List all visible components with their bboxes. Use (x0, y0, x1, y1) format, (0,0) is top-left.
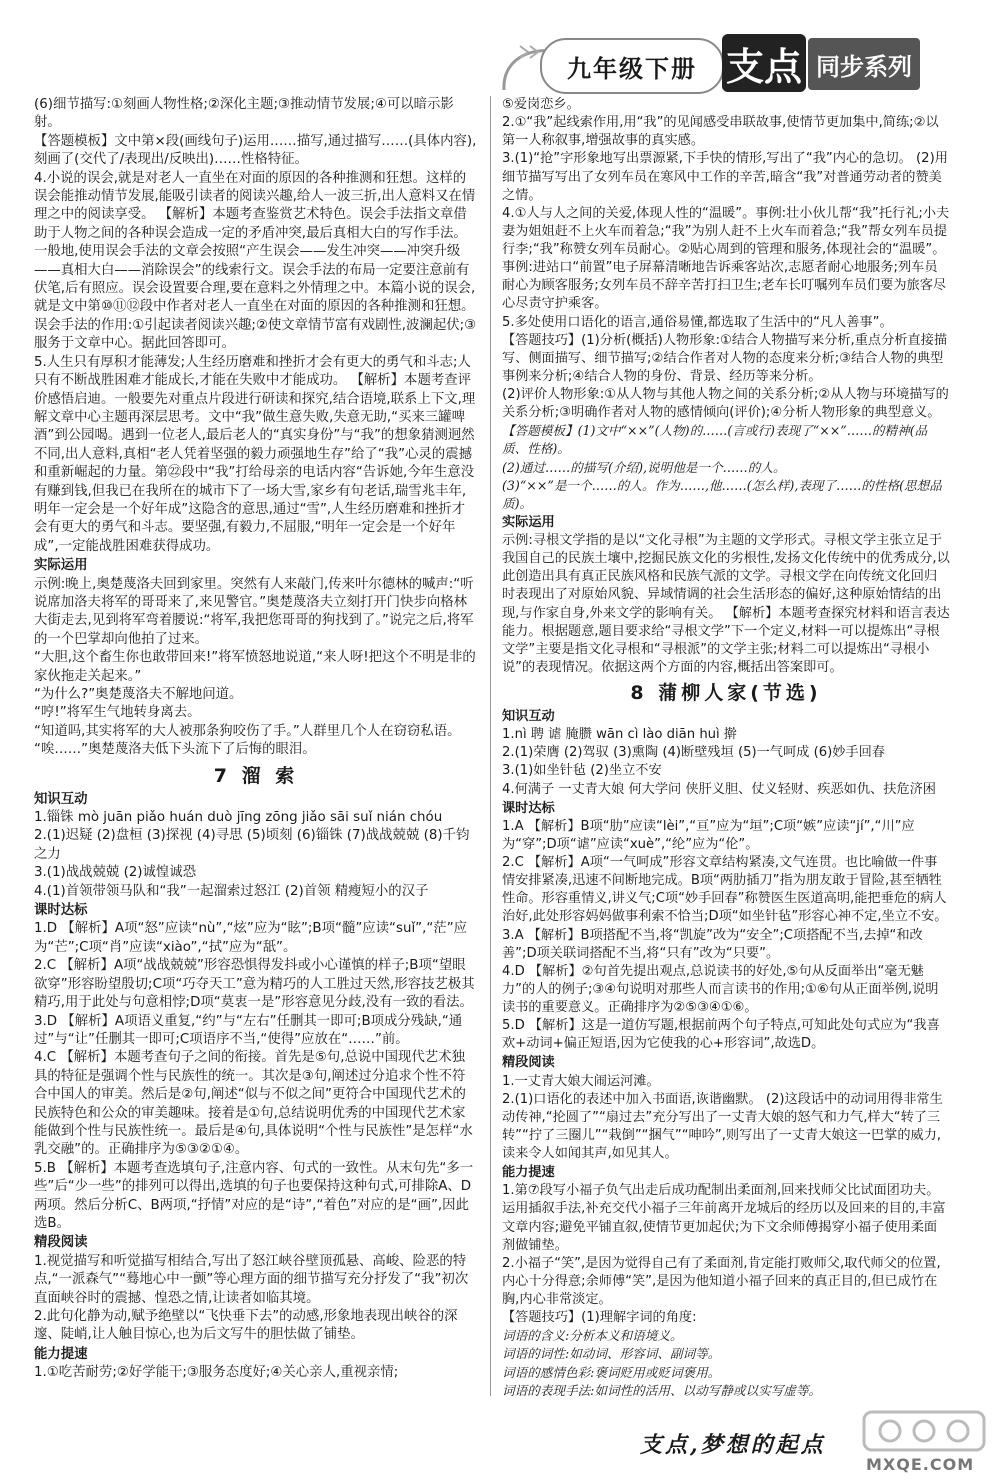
answer-paragraph: ⑤爱岗恋乡。 (502, 97, 580, 112)
answer-paragraph: (2)评价人物形象:①从人物与其他人物之间的关系分析;②从人物与环境描写的关系分析;③明确作者对人物的感情倾向(评价);④分析人物形象的典型意义。 (502, 387, 949, 421)
answer-paragraph: “唉……”奥楚蔑洛夫低下头流下了后悔的眼泪。 (34, 742, 316, 758)
answer-paragraph: 2.(1)口语化的表述中加入书面语,诙谐幽默。 (2)这段话中的动词用得非常生动传神,“抡圆了”“扇过去”充分写出了一丈青大娘的怒气和力气,样大“转了三转”“拧了三圈儿”“栽倒”“捆气”“呻吟”,则写出了一丈青大娘这一巴掌的威力,读来令人如闻其声,如见其人。 (502, 1091, 943, 1161)
answer-paragraph: 1.A 【解析】B项“肋”应读“lèi”,“亘”应为“垣”;C项“嫉”应读“jí”,“川”应为“穿”;D项“谑”应读“xuè”,“纶”应为“伦”。 (502, 818, 915, 852)
answer-paragraph: (3)“××”是一个……的人。作为……,他……(怎么样),表现了……的性格(思想品质)。 (502, 477, 942, 511)
answer-paragraph: 4.C 【解析】本题考查句子之间的衔接。首先是⑤句,总说中国现代艺术独具的特征是强调个性与民族性的统一。其次是③句,阐述过分追求个性不符合中国人的审美。然后是②句,阐述“似与不似之间”更符合中国现代艺术的民族特色和公众的审美趣味。接着是①句,总结说明优秀的中国现代艺术家能做到个性与民族性统一。最后是④句,具体说明“个性与民族性”是怎样“水乳交融”的。正确排序为⑤③②①④。 (34, 1050, 473, 1158)
answer-paragraph: 3.(1)战战兢兢 (2)诚惶诚恐 (34, 865, 197, 881)
answer-paragraph: 1.一丈青大娘大闹运河滩。 (502, 1073, 660, 1089)
answer-paragraph: 词语的表现手法:如词性的活用、以动写静或以实写虚等。 (502, 1382, 822, 1398)
section-heading: 课时达标 (34, 903, 88, 919)
answer-paragraph: 1.视觉描写和听觉描写相结合,写出了怒江峡谷壁顶孤悬、高峻、险恶的特点,“一派森气”“蓦地心中一颤”等心理方面的细节描写充分抒发了“我”初次直面峡谷时的震撼、惶恐之情,让读者如临其境。 (34, 1253, 469, 1306)
answer-paragraph: 5.人生只有厚积才能薄发;人生经历磨难和挫折才会有更大的勇气和斗志;人只有不断战胜困难才能成长,才能在失败中才能成功。 【解析】本题考查评价感悟启迪。一般要先对重点片段进行研读和探究,结合语境,联系上下文,理解文章中心主题再深层思考。文中“我”做生意失败,失意无助,“买来三罐啤酒”到公园喝。遇到一位老人,最后老人的“真实身份”与“我”的想象猜测迥然不同,出人意料,真相“老人凭着坚强的毅力顽强地生存”给了“我”心灵的震撼和重新崛起的力量。第㉒段中“我”打给母亲的电话内容“告诉她,今年生意没有赚到钱,但我已在我所在的城市下了一场大雪,家乡有句老话,瑞雪兆丰年,明年一定会是一个好年成”这隐含的意思,通过“雪”,人生经历磨难和挫折才会有更大的勇气和斗志。要坚强,有毅力,不屈服,“明年一定会是一个好年成”,一定能战胜困难获得成功。 (34, 354, 476, 554)
section-heading: 能力提速 (34, 1346, 88, 1362)
answer-paragraph: 2.此句化静为动,赋予绝壁以“飞快垂下去”的动感,形象地表现出峡谷的深邃、陡峭,让人触目惊心,也为后文写牛的胆怯做了铺垫。 (34, 1309, 458, 1343)
chapter-title: 7 溜 索 (213, 764, 299, 787)
answer-paragraph: “为什么?”奥楚蔑洛夫不解地问道。 (34, 687, 243, 702)
answer-paragraph: 1.D 【解析】A项“怒”应读“nù”,“炫”应为“眩”;B项“髓”应读“suǐ”,“茫”应为“芒”;C项“肖”应读“xiào”,“拭”应为“舐”。 (34, 921, 468, 955)
answer-paragraph: 2.C 【解析】A项“战战兢兢”形容恐惧得发抖或小心谨慎的样子;B项“望眼欲穿”形容盼望殷切;C项“巧夺天工”意为精巧的人工胜过天然,形容技艺极其精巧,用于此处与句意相悖;D项“莫衷一是”形容意见分歧,没有一致的看法。 (34, 958, 475, 1011)
answer-paragraph: “哼!”将军生气地转身离去。 (34, 705, 201, 721)
answer-paragraph: 4.(1)首领带领马队和“我”一起溜索过怒江 (2)首领 精瘦短小的汉子 (34, 883, 429, 899)
answer-paragraph: 4.小说的误会,就是对老人一直坐在对面的原因的各种推测和狂想。这样的误会能推动情节发展,能吸引读者的阅读兴趣,给人一波三折,出人意料又在情理之中的阅读享受。 【解析】本题考查鉴赏艺术特色。误会手法指文章借助于人物之间的各种误会造成一定的矛盾冲突,最后真相大白的写作手法。一般地,使用误会手法的文章会按照“产生误会——发生冲突——冲突升级——真相大白——消除误会”的线索行文。误会手法的布局一定要注意前有伏笔,后有照应。误会设置要合理,要在意料之外情理之中。本篇小说的误会,就是文中第⑩⑪⑫段中作者对老人一直坐在对面的原因的各种推测和狂想。误会手法的作用:①引起读者阅读兴趣;②使文章情节富有戏剧性,波澜起伏;③服务于文章中心。据此回答即可。 (34, 170, 477, 352)
section-heading: 精段阅读 (502, 1055, 555, 1071)
answer-paragraph: 4.①人与人之间的关爱,体现人性的“温暖”。事例:壮小伙儿帮“我”托行礼;小夫妻为姐姐赶不上火车而着急;“我”为别人赶不上火车而着急;“我”帮女列车员提行李;“我”称赞女列车员耐心。②贴心周到的管理和服务,体现社会的“温暖”。事例:进站口“前置”电子屏幕清晰地告诉乘客站次,志愿者耐心地服务;列车员耐心为顾客服务;女列车员不辞辛苦打扫卫生;老车长叮嘱列车员们要为旅客尽心尽责守护乘客。 (502, 205, 950, 312)
watermark-badge-icon (860, 1408, 990, 1454)
right-column (502, 96, 950, 1400)
grade-label: 九年级下册 (540, 38, 724, 94)
answer-paragraph: 2.小福子“笑”,是因为觉得自己有了柔面剂,肯定能打败师父,取代师父的位置,内心十分得意;余师傅“笑”,是因为他知道小福子回来的真正目的,但已成竹在胸,内心非常淡定。 (502, 1255, 941, 1307)
answer-paragraph: 2.①“我”起线索作用,用“我”的见闻感受串联故事,使情节更加集中,简练;②以第一人称叙事,增强故事的真实感。 (502, 115, 939, 149)
answer-paragraph: 1.nì 聘 谑 腌臜 wān cì lào diān huì 擀 (502, 727, 738, 743)
brand-logo: 支点 (722, 34, 806, 92)
answer-paragraph: (2)通过……的描写(介绍),说明他是一个……的人。 (502, 459, 786, 475)
answer-paragraph: 1.第⑦段写小福子负气出走后成功配制出柔面剂,回来找师父比试面团功夫。运用插叙手法,补充交代小福子三年前离开龙城后的经历以及回来的目的,丰富文章内容;避免平铺直叙,使情节更加起伏;为下文余师傅揭穿小福子使用柔面剂做铺垫。 (502, 1183, 946, 1253)
column-divider (490, 96, 491, 1396)
answer-paragraph: 3.D 【解析】A项语义重复,“约”与“左右”任删其一即可;B项成分残缺,“通过”与“让”任删其一即可;C项语序不当,“使得”应放在“……”前。 (34, 1013, 463, 1047)
answer-paragraph: 3.(1)如坐针毡 (2)坐立不安 (502, 763, 662, 779)
answer-paragraph: 2.C 【解析】A项“一气呵成”形容文章结构紧凑,文气连贯。也比喻做一件事情安排紧凑,迅速不间断地完成。B项“两肋插刀”指为朋友敢于冒险,甚至牺牲性命。形容重情义,讲义气;C项“妙手回春”称赞医生医道高明,能把垂危的病人治好,此处形容妈妈做事利索不恰当;D项“如坐针毡”形容心神不定,坐立不安。 (502, 855, 948, 925)
section-heading: 实际运用 (502, 514, 555, 530)
answer-paragraph: 【答题模板】文中第×段(画线句子)运用……描写,通过描写……(具体内容),刻画了(交代了/表现出/反映出)……性格特征。 (34, 133, 477, 168)
section-heading: 精段阅读 (34, 1235, 88, 1251)
answer-paragraph: 示例:晚上,奥楚蔑洛夫回到家里。突然有人来敲门,传来叶尔德林的喊声:“听说席加洛夫将军的哥哥来了,来见警官。”奥楚蔑洛夫立刻打开门快步向格林大街走去,见到将军弯着腰说:“将军,我把您哥哥的狗找到了。”说完之后,将军的一个巴掌却向他拍了过来。 (34, 576, 474, 647)
answer-paragraph: 词语的含义:分析本义和语境义。 (502, 1328, 683, 1344)
answer-paragraph: 5.D 【解析】这是一道仿写题,根据前两个句子特点,可知此处句式应为“我喜欢+动词+偏正短语,因为它使我的心+形容词”,故选D。 (502, 1018, 940, 1052)
answer-paragraph: 词语的感情色彩:褒词贬用或贬词褒用。 (502, 1364, 721, 1380)
answer-paragraph: 【答题技巧】(1)分析(概括)人物形象:①结合人物描写来分析,重点分析直接描写、侧面描写、细节描写;②结合作者对人物的态度来分析;③结合人物的典型事例来分析;④结合人物的身份、背景、经历等来分析。 (502, 332, 948, 384)
answer-paragraph: 4.D 【解析】②句首先提出观点,总说读书的好处,⑤句从反面举出“毫无魅力”的人的例子;③④句说明对那些人而言读书的作用;①⑥句从正面举例,说明读书的重要意义。正确排序为②⑤③④①⑥。 (502, 963, 939, 1015)
answer-paragraph: 【答题技巧】(1)理解字词的角度: (502, 1310, 697, 1326)
series-label: 同步系列 (808, 38, 920, 90)
answer-paragraph: “知道吗,其实将军的大人被那条狗咬伤了手。”人群里几个人在窃窃私语。 (34, 723, 461, 739)
answer-paragraph: 4.何满子 一丈青大娘 何大学问 侠肝义胆、仗义轻财、疾恶如仇、扶危济困 (502, 781, 936, 797)
left-column (34, 96, 478, 1383)
section-heading: 实际运用 (34, 558, 88, 574)
answer-paragraph: 词语的词性:如动词、形容词、副词等。 (502, 1346, 721, 1362)
answer-paragraph: 3.(1)“抢”字形象地写出票源紧,下手快的情形,写出了“我”内心的急切。 (2)用细节描写写出了女列车员在寒风中工作的辛苦,暗含“我”对普通劳动者的赞美之情。 (502, 151, 948, 203)
answer-paragraph: 3.A 【解析】B项搭配不当,将“凯旋”改为“安全”;C项搭配不当,去掉“和改善”;D项关联词搭配不当,将“只有”改为“只要”。 (502, 927, 923, 961)
answer-paragraph: (6)细节描写:①刻画人物性格;②深化主题;③推动情节发展;④可以暗示影射。 (34, 97, 454, 131)
watermark-text: MXQE.COM (866, 1455, 975, 1474)
answer-paragraph: 2.(1)迟疑 (2)盘桓 (3)探视 (4)寻思 (5)顷刻 (6)锱铢 (7)战战兢兢 (8)千钧之力 (34, 828, 470, 862)
section-heading: 知识互动 (34, 791, 88, 807)
footer-slogan: 支点,梦想的起点 (640, 1432, 826, 1458)
answer-paragraph: 5.B 【解析】本题考查选填句子,注意内容、句式的一致性。从末句先“多一些”后“少一些”的排列可以得出,选填的句子也要保持这种句式,可排除A、D两项。然后分析C、B两项,“抒情”对应的是“诗”,“着色”对应的是“画”,因此选B。 (34, 1160, 474, 1231)
chapter-title: 8 蒲柳人家(节选) (630, 682, 822, 704)
answer-paragraph: 2.(1)荣膺 (2)驾驭 (3)熏陶 (4)断壁残垣 (5)一气呵成 (6)妙手回春 (502, 745, 885, 761)
answer-paragraph: “大胆,这个畜生你也敢带回来!”将军愤怒地说道,“来人呀!把这个不明是非的家伙拖走关起来。” (34, 650, 476, 684)
page-header (0, 0, 1000, 100)
section-heading: 课时达标 (502, 800, 555, 816)
answer-paragraph: 1.①吃苦耐劳;②好学能干;③服务态度好;④关心亲人,重视亲情; (34, 1365, 399, 1381)
answer-paragraph: 【答题模板】(1)文中“××”(人物)的……(言或行)表现了“××”……的精神(品质、性格)。 (502, 423, 928, 457)
answer-paragraph: 示例:寻根文学指的是以“文化寻根”为主题的文学形式。寻根文学主张立足于我国自己的民族土壤中,挖掘民族文化的劣根性,发扬文化传统中的优秀成分,以此创造出具有真正民族风格和民族气派的文学。寻根文学在向传统文化回归时表现出了对原始风貌、异域情调的社会生活形态的偏好,这种原始情结的出现,与作家自身,外来文学的影响有关。 【解析】本题考查探究材料和语言表达能力。根据题意,题目要求给“寻根文学”下一个定义,材料一可以提炼出“寻根文学”主要是指文化寻根和“寻根派”的文学主张;材料二可以提炼出“寻根小说”的表现情况。依据这两个方面的内容,概括出答案即可。 (502, 533, 950, 675)
section-heading: 能力提速 (502, 1165, 555, 1181)
answer-paragraph: 5.多处使用口语化的语言,通俗易懂,都选取了生活中的“凡人善事”。 (502, 314, 893, 330)
answer-paragraph: 1.锱铢 mò juān piǎo huán duò jīng zōng jiǎo sāi suǐ nián chóu (34, 810, 443, 826)
section-heading: 知识互动 (502, 709, 555, 724)
watermark-logo (860, 1408, 990, 1474)
